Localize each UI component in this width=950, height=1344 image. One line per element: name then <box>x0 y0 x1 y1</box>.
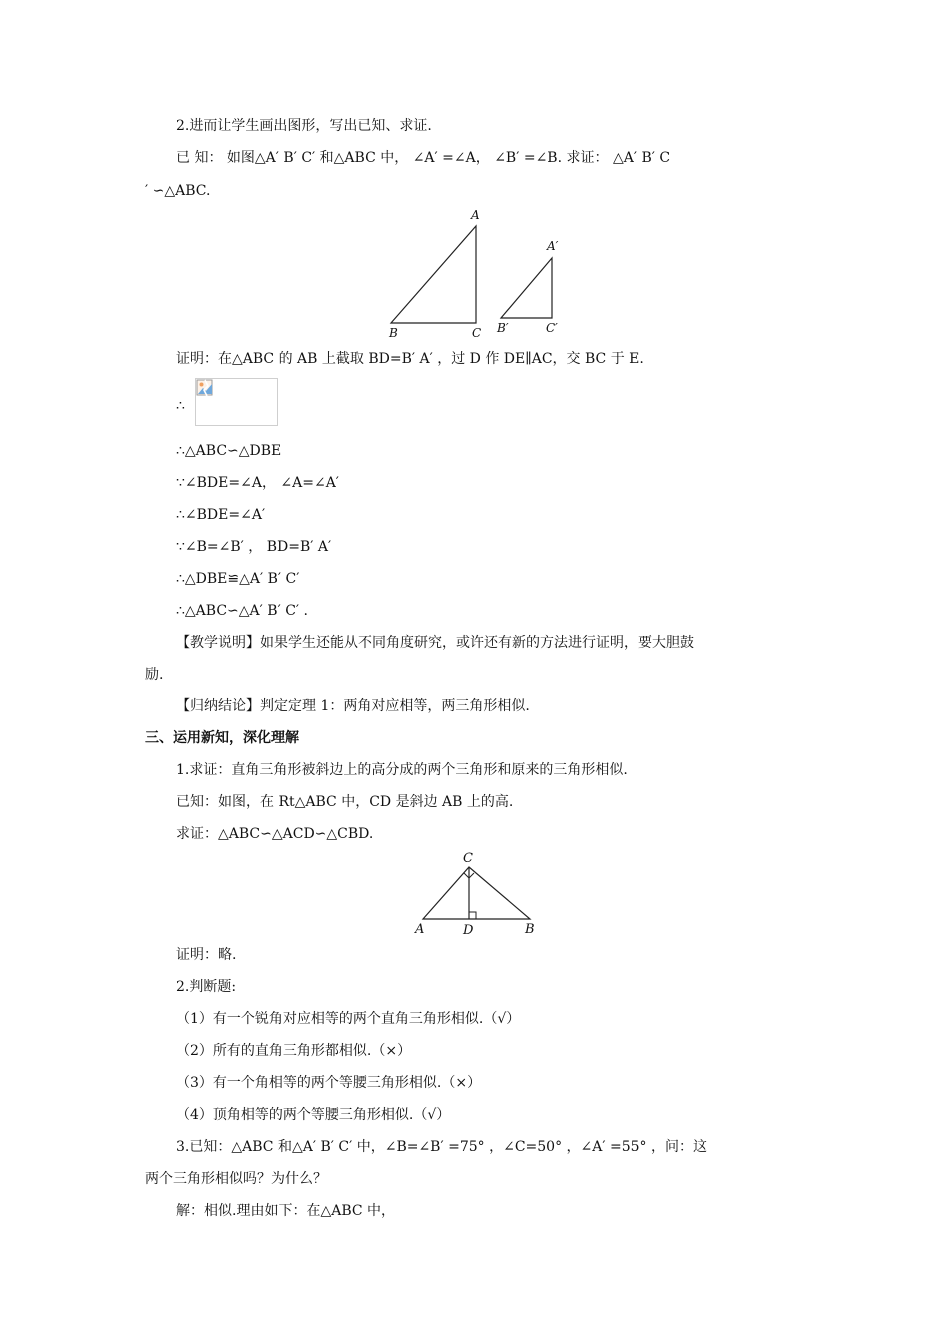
label-A-prime: A′ <box>547 239 559 253</box>
triangle-abc <box>391 226 476 323</box>
label-C: C <box>463 851 473 866</box>
text-line: 证明：略. <box>176 947 237 963</box>
text-line: 两个三角形相似吗？为什么？ <box>145 1171 327 1187</box>
text-line: 已知：如图，在 Rt△ABC 中，CD 是斜边 AB 上的高. <box>176 794 514 810</box>
text-line: 证明：在△ABC 的 AB 上截取 BD=B′ A′ ，过 D 作 DE∥AC，交 BC 于 E. <box>176 351 644 367</box>
text-line: 解：相似.理由如下：在△ABC 中， <box>176 1203 396 1219</box>
text-line: 求证：△ABC∽△ACD∽△CBD. <box>176 826 374 842</box>
label-B: B <box>389 326 398 340</box>
label-A: A <box>471 208 480 222</box>
label-A: A <box>415 922 425 937</box>
right-triangle-altitude-figure <box>410 849 545 939</box>
text-line: ∴△ABC∽△A′ B′ C′ . <box>176 603 308 619</box>
label-D: D <box>463 923 474 938</box>
text-line: （4）顶角相等的两个等腰三角形相似.（√） <box>176 1107 451 1123</box>
label-C: C <box>472 326 482 340</box>
label-C-prime: C′ <box>546 321 558 335</box>
broken-image-placeholder <box>195 378 278 426</box>
text-line: （1）有一个锐角对应相等的两个直角三角形相似.（√） <box>176 1011 521 1027</box>
text-line: ′ ∽△ABC. <box>145 183 211 199</box>
label-B-prime: B′ <box>497 321 509 335</box>
text-line: 已 知： 如图△A′ B′ C′ 和△ABC 中， ∠A′ =∠A， ∠B′ =∠B. 求证： △A′ B′ C <box>176 150 671 166</box>
text-line: ∴∠BDE=∠A′ <box>176 507 266 523</box>
text-line: ∴△ABC∽△DBE <box>176 443 282 459</box>
text-line: 励. <box>145 667 164 683</box>
text-line: ∴△DBE≌△A′ B′ C′ <box>176 571 300 587</box>
text-line: 2.判断题: <box>176 979 237 995</box>
section-heading: 三、运用新知，深化理解 <box>145 730 299 746</box>
text-line: （3）有一个角相等的两个等腰三角形相似.（×） <box>176 1075 482 1091</box>
similar-triangles-figure <box>385 205 575 345</box>
text-line: 3.已知：△ABC 和△A′ B′ C′ 中，∠B=∠B′ =75° ，∠C=50° ，∠A′ =55° ，问：这 <box>176 1139 708 1155</box>
text-line: （2）所有的直角三角形都相似.（×） <box>176 1043 412 1059</box>
triangle-a2b2c2 <box>501 258 552 318</box>
triangle-abc-right <box>423 867 530 919</box>
label-B: B <box>525 922 535 937</box>
text-line: 1.求证：直角三角形被斜边上的高分成的两个三角形和原来的三角形相似. <box>176 762 628 778</box>
text-line: ∴ <box>176 398 185 414</box>
text-line: 【教学说明】如果学生还能从不同角度研究，或许还有新的方法进行证明，要大胆鼓 <box>176 635 694 651</box>
broken-image-icon <box>196 379 214 397</box>
text-line: 【归纳结论】判定定理 1：两角对应相等，两三角形相似. <box>176 698 530 714</box>
right-angle-mark-d <box>469 912 476 919</box>
text-line: 2.进而让学生画出图形，写出已知、求证. <box>176 118 432 134</box>
text-line: ∵∠BDE=∠A， ∠A=∠A′ <box>176 475 339 491</box>
text-line: ∵∠B=∠B′ ， BD=B′ A′ <box>176 539 332 555</box>
